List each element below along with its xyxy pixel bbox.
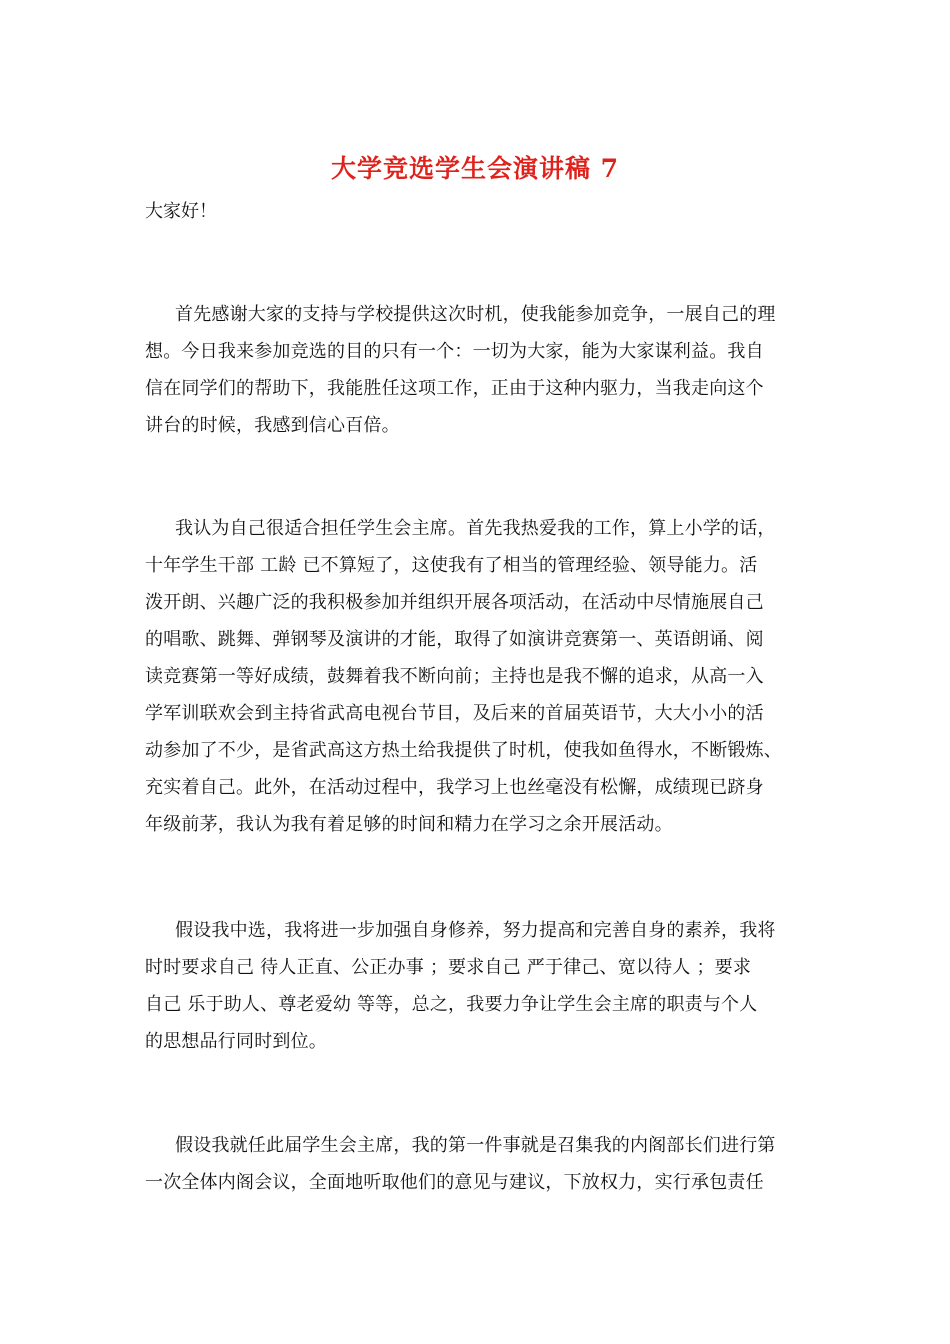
paragraph-line: 读竞赛第一等好成绩，鼓舞着我不断向前；主持也是我不懈的追求，从高一入 bbox=[145, 666, 764, 687]
paragraph-line: 学军训联欢会到主持省武高电视台节目，及后来的首届英语节，大大小小的活 bbox=[145, 703, 764, 724]
paragraph-line: 讲台的时候，我感到信心百倍。 bbox=[145, 415, 400, 436]
greeting-text: 大家好！ bbox=[145, 201, 217, 222]
paragraph-line: 信在同学们的帮助下，我能胜任这项工作，正由于这种内驱力，当我走向这个 bbox=[145, 378, 764, 399]
paragraph-line: 自己 乐于助人、尊老爱幼 等等，总之，我要力争让学生会主席的职责与个人 bbox=[145, 994, 758, 1015]
paragraph-line: 我认为自己很适合担任学生会主席。首先我热爱我的工作，算上小学的话， bbox=[175, 518, 776, 539]
paragraph-line: 的思想品行同时到位。 bbox=[145, 1031, 327, 1052]
paragraph-4 bbox=[145, 1127, 810, 1201]
paragraph-1 bbox=[145, 296, 810, 444]
document-title: 大学竞选学生会演讲稿 7 bbox=[330, 154, 620, 183]
paragraph-line: 首先感谢大家的支持与学校提供这次时机，使我能参加竞争，一展自己的理 bbox=[175, 304, 776, 325]
paragraph-line: 时时要求自己 待人正直、公正办事 ；要求自己 严于律己、宽以待人 ；要求 bbox=[145, 957, 752, 978]
paragraph-line: 十年学生干部 工龄 已不算短了，这使我有了相当的管理经验、领导能力。活 bbox=[145, 555, 758, 576]
paragraph-3 bbox=[145, 912, 810, 1060]
paragraph-line: 想。今日我来参加竞选的目的只有一个：一切为大家，能为大家谋利益。我自 bbox=[145, 341, 764, 362]
paragraph-line: 假设我就任此届学生会主席，我的第一件事就是召集我的内阁部长们进行第 bbox=[175, 1135, 776, 1156]
paragraph-line: 泼开朗、兴趣广泛的我积极参加并组织开展各项活动，在活动中尽情施展自己 bbox=[145, 592, 764, 613]
paragraph-line: 充实着自己。此外，在活动过程中，我学习上也丝毫没有松懈，成绩现已跻身 bbox=[145, 777, 764, 798]
paragraph-line: 动参加了不少，是省武高这方热土给我提供了时机，使我如鱼得水，不断锻炼、 bbox=[145, 740, 782, 761]
paragraph-line: 的唱歌、跳舞、弹钢琴及演讲的才能，取得了如演讲竞赛第一、英语朗诵、阅 bbox=[145, 629, 764, 650]
paragraph-line: 一次全体内阁会议，全面地听取他们的意见与建议，下放权力，实行承包责任 bbox=[145, 1172, 764, 1193]
paragraph-line: 假设我中选，我将进一步加强自身修养，努力提高和完善自身的素养，我将 bbox=[175, 920, 776, 941]
paragraph-2 bbox=[145, 510, 810, 843]
paragraph-line: 年级前茅，我认为我有着足够的时间和精力在学习之余开展活动。 bbox=[145, 814, 673, 835]
